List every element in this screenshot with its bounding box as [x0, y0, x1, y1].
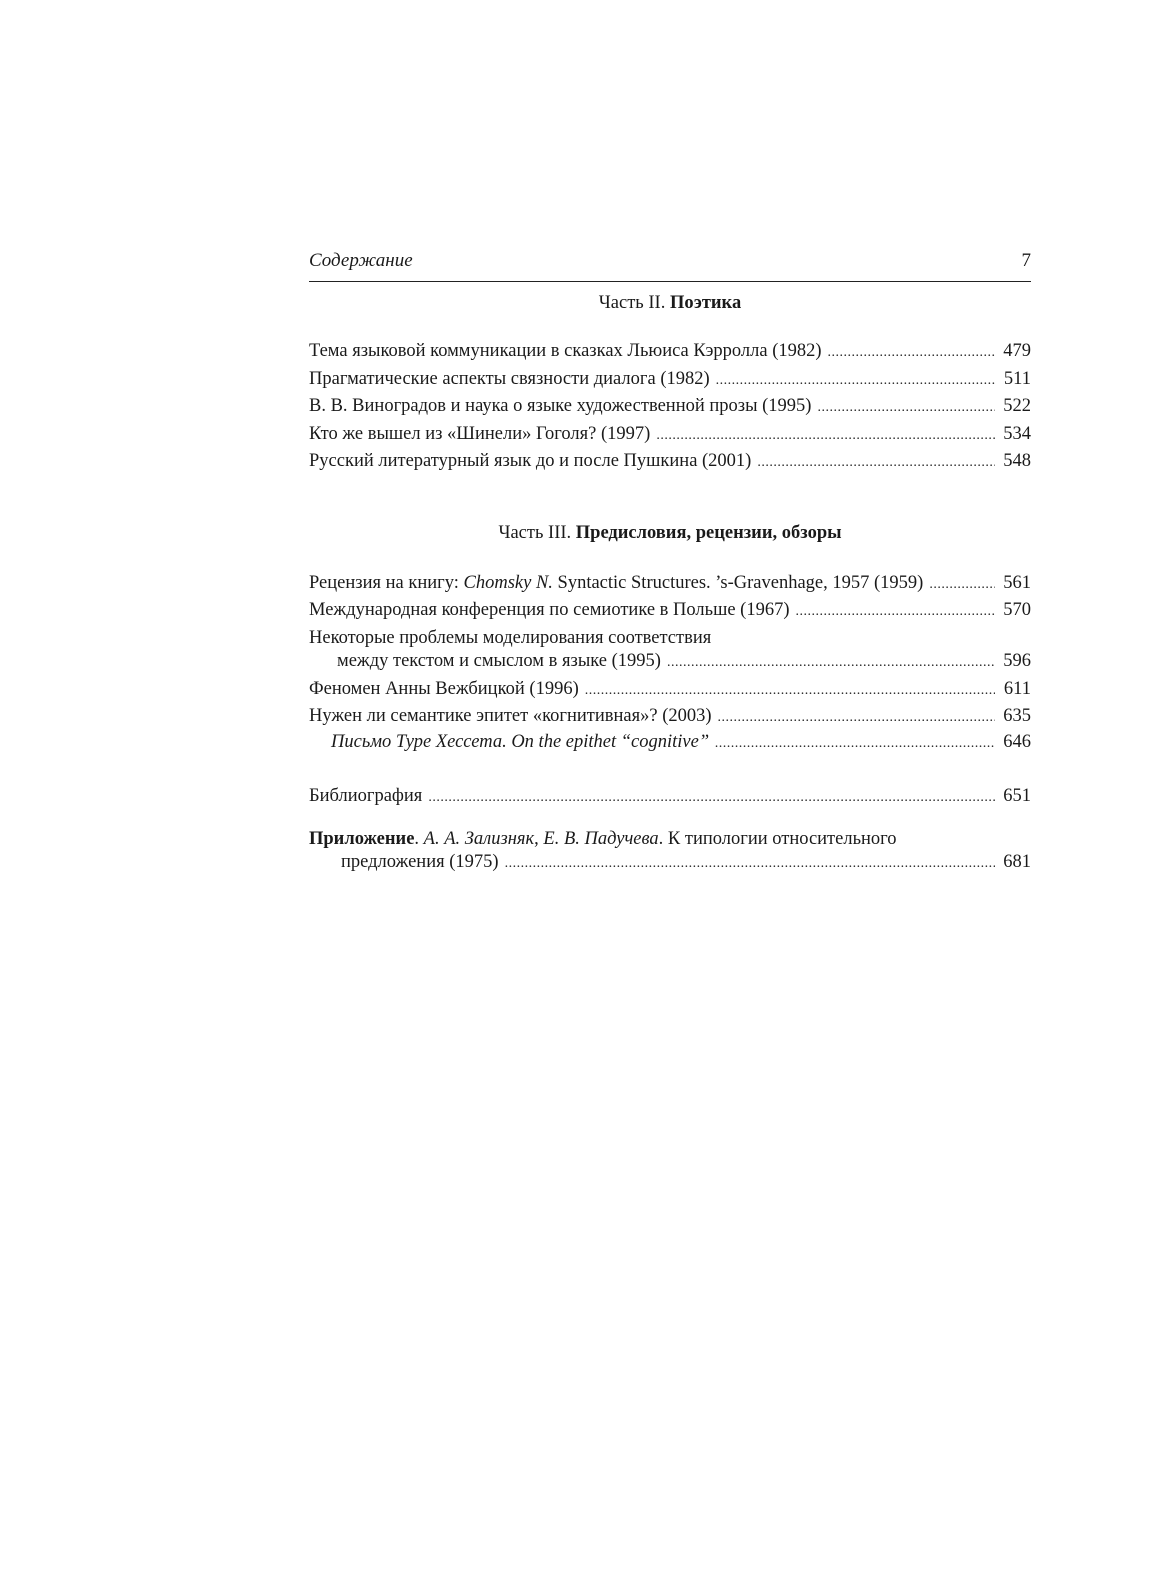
toc-entry-page: 651	[1003, 785, 1031, 806]
leader-dots	[929, 570, 995, 598]
toc-entry-page: 534	[1003, 423, 1031, 444]
appendix-rest: К типологии относительного	[667, 829, 897, 849]
leader-dots	[718, 703, 995, 731]
toc-entry-page: 681	[1003, 852, 1031, 872]
part3-heading	[309, 521, 1031, 545]
toc-entry-appendix[interactable]	[309, 828, 1031, 874]
toc-entry-label: Письмо Туре Хессета. On the epithet “cognitive”	[331, 731, 710, 752]
toc-entry-label: В. В. Виноградов и наука о языке художественной прозы (1995)	[309, 396, 812, 416]
toc-entry-page: 611	[1003, 678, 1031, 699]
appendix-line2	[309, 851, 1031, 874]
toc-entry[interactable]	[309, 570, 1031, 598]
review-title: Syntactic Structures. ’s-Gravenhage, 1957 (1959)	[557, 572, 924, 593]
page-number: 7	[1021, 250, 1031, 271]
toc-entry-label: Русский литературный язык до и после Пушкина (2001)	[309, 451, 752, 471]
toc-entry-page: 522	[1003, 396, 1031, 416]
running-head-title: Содержание	[309, 250, 413, 271]
leader-dots	[715, 731, 995, 753]
appendix-title: Приложение	[309, 829, 415, 849]
toc-sub-entry[interactable]	[309, 731, 1031, 753]
leader-dots	[585, 676, 995, 704]
toc-entry-label: Прагматические аспекты связности диалога (1982)	[309, 368, 710, 389]
appendix-author1: А. А. Зализняк	[423, 829, 535, 849]
toc-entry[interactable]	[309, 676, 1031, 704]
part3-title: Предисловия, рецензии, обзоры	[575, 522, 842, 543]
toc-entry-label: Феномен Анны Вежбицкой (1996)	[309, 678, 579, 699]
part2-entries	[309, 338, 1031, 476]
part3-prefix: Часть III.	[498, 522, 572, 543]
toc-entry-label: Кто же вышел из «Шинели» Гоголя? (1997)	[309, 423, 651, 444]
toc-page	[309, 250, 1031, 874]
leader-dots	[828, 338, 995, 366]
review-prefix: Рецензия на книгу:	[309, 572, 459, 593]
toc-entry-page: 548	[1003, 451, 1031, 471]
leader-dots	[428, 783, 995, 811]
toc-entry[interactable]	[309, 421, 1031, 449]
part2-prefix: Часть II.	[598, 293, 666, 313]
leader-dots	[757, 448, 995, 476]
toc-entry-page: 596	[1003, 650, 1031, 671]
leader-dots	[656, 421, 995, 449]
part2-title: Поэтика	[669, 293, 742, 313]
toc-entry[interactable]	[309, 393, 1031, 421]
toc-entry-label: Нужен ли семантике эпитет «когнитивная»? (2003)	[309, 706, 712, 726]
toc-entry-label	[309, 570, 923, 598]
toc-entry-label-line2: между текстом и смыслом в языке (1995)	[337, 650, 661, 671]
leader-dots	[817, 393, 995, 421]
toc-entry-label: Библиография	[309, 785, 423, 806]
toc-entry[interactable]	[309, 338, 1031, 366]
toc-entry-page: 646	[1003, 731, 1031, 752]
appendix-author2: Е. В. Падучева	[543, 829, 659, 849]
toc-entry-page: 635	[1003, 706, 1031, 726]
toc-entry[interactable]	[309, 366, 1031, 394]
part3-entries	[309, 570, 1031, 753]
appendix-line1: Приложение. А. А. Зализняк, Е. В. Падучева. К типологии относительного	[309, 829, 897, 849]
toc-entry-page: 570	[1003, 600, 1031, 620]
leader-dots	[795, 597, 995, 625]
part2-heading	[309, 291, 1031, 315]
toc-entry-label-line2: предложения (1975)	[341, 852, 499, 872]
toc-entry-label: Международная конференция по семиотике в Польше (1967)	[309, 600, 790, 620]
appendix-sep: ,	[534, 829, 539, 849]
header-rule	[309, 281, 1031, 282]
toc-entry-page: 479	[1003, 341, 1031, 361]
toc-entry-multiline[interactable]	[309, 627, 1031, 673]
toc-entry[interactable]	[309, 703, 1031, 731]
toc-entry-line2	[309, 650, 1031, 673]
toc-entry[interactable]	[309, 597, 1031, 625]
toc-entry-bibliography[interactable]	[309, 783, 1031, 811]
toc-entry-label: Тема языковой коммуникации в сказках Льюиса Кэрролла (1982)	[309, 341, 822, 361]
leader-dots	[716, 366, 995, 394]
toc-entry-label-line1: Некоторые проблемы моделирования соответствия	[309, 627, 712, 648]
toc-entry[interactable]	[309, 448, 1031, 476]
leader-dots	[505, 851, 995, 874]
leader-dots	[667, 650, 995, 673]
review-author: Chomsky N.	[463, 572, 553, 593]
toc-entry-page: 561	[1003, 572, 1031, 593]
running-head	[309, 250, 1031, 276]
toc-entry-page: 511	[1003, 368, 1031, 389]
